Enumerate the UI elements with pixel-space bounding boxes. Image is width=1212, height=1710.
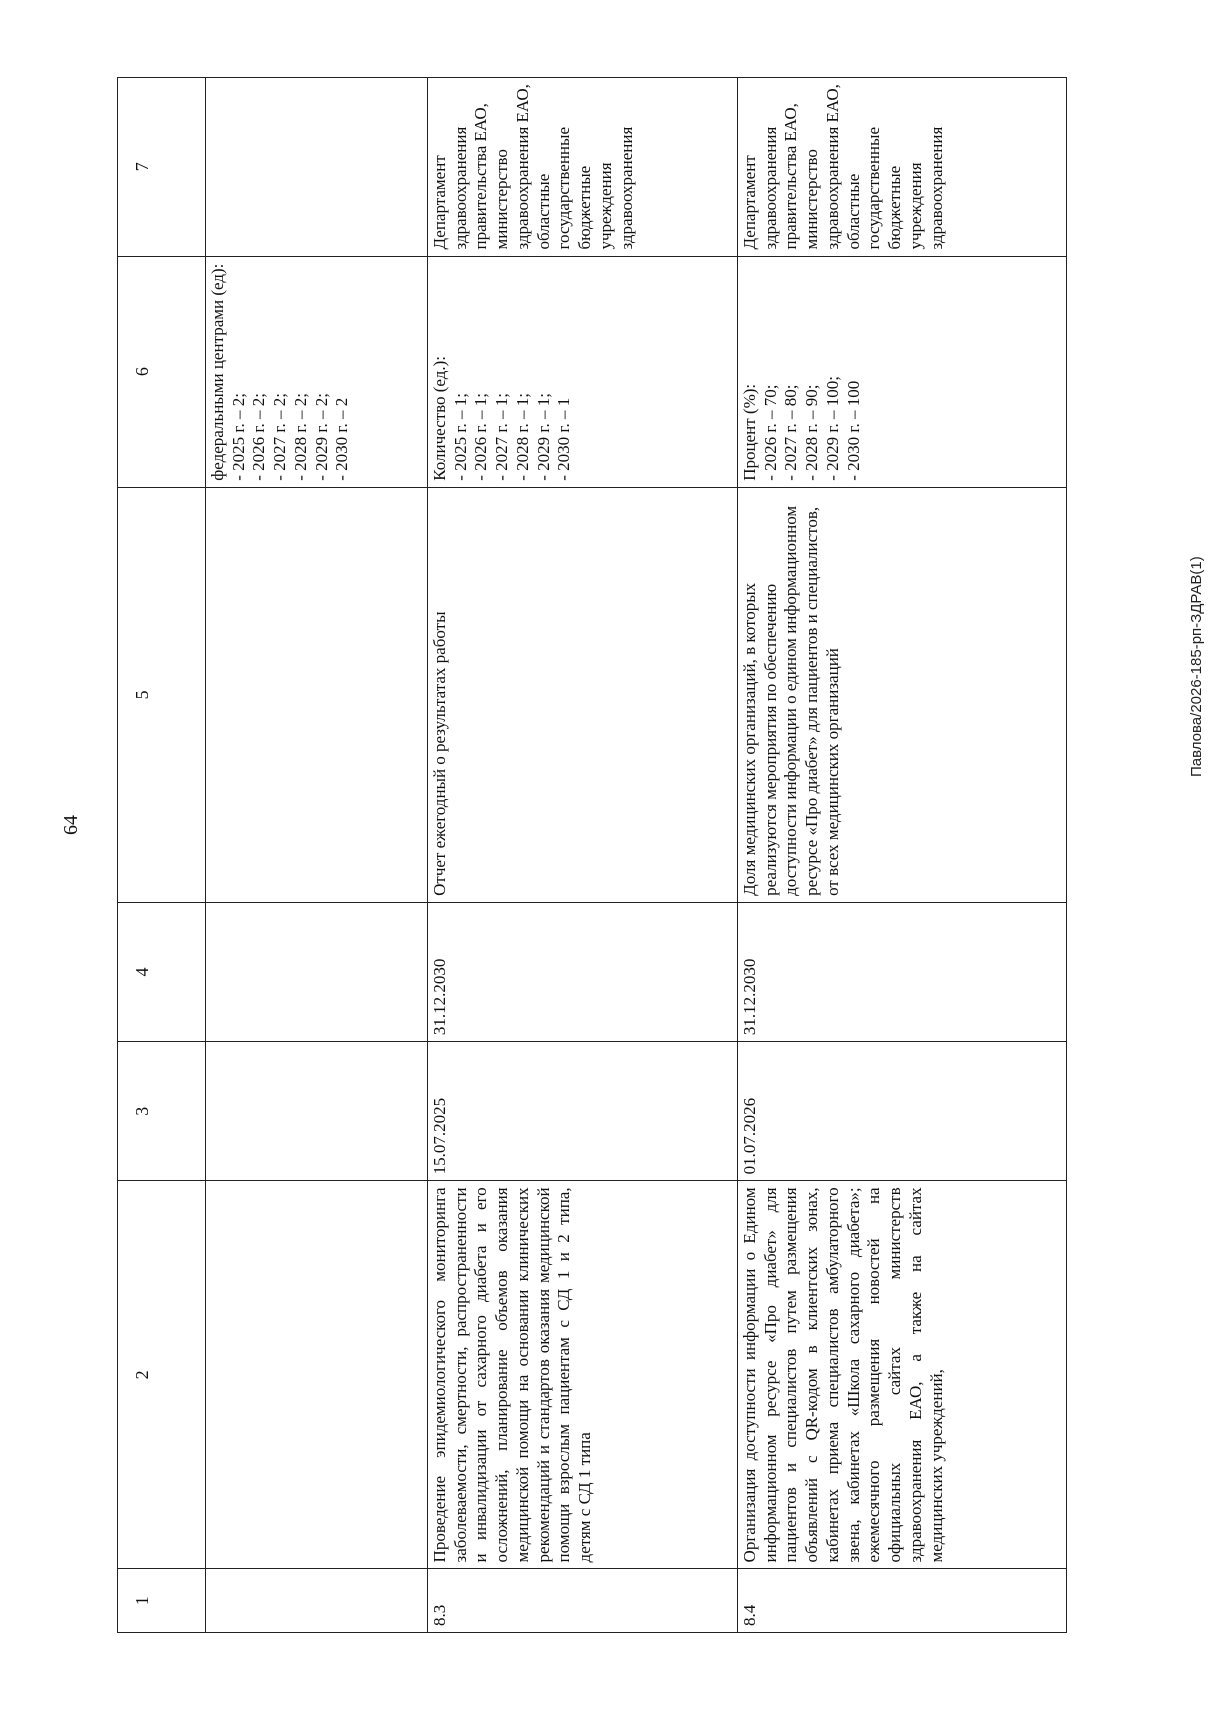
continuation-row	[206, 78, 428, 1633]
indicator-item: - 2029 г. – 2;	[312, 263, 333, 481]
row-number: 8.4	[738, 1569, 1067, 1633]
header-col-3: 3	[118, 1042, 206, 1181]
expected-result: Доля медицинских организаций, в которых реализуются мероприятия по обеспечению доступности информации о едином информационном ресурсе «Про диабет» для пациентов и специалистов, от всех медицинских организаций	[738, 487, 1067, 902]
indicator-label: федеральными центрами (ед):	[208, 263, 227, 481]
indicator-item: - 2029 г. – 1;	[534, 263, 555, 481]
header-row	[118, 78, 206, 1633]
indicator-item: - 2030 г. – 2	[332, 263, 353, 481]
table-row	[738, 78, 1067, 1633]
indicator-item: - 2030 г. – 1	[554, 263, 575, 481]
header-col-2: 2	[118, 1181, 206, 1569]
row-number: 8.3	[428, 1569, 738, 1633]
indicator-item: - 2029 г. – 100;	[823, 263, 844, 481]
indicator-label: Процент (%):	[740, 383, 759, 481]
indicator-label: Количество (ед.):	[430, 355, 449, 481]
expected-result: Отчет ежегодный о результатах работы	[428, 487, 738, 902]
indicator-cell	[428, 256, 738, 487]
responsible-executor: Департамент здравоохранения правительства ЕАО, министерство здравоохранения ЕАО, областные государственные бюджетные учреждения здравоохранения	[428, 78, 738, 257]
indicator-item: - 2027 г. – 80;	[781, 263, 802, 481]
cont-cell-7	[206, 78, 428, 257]
header-col-7: 7	[118, 78, 206, 257]
header-col-6: 6	[118, 256, 206, 487]
cont-indicator-cell	[206, 256, 428, 487]
responsible-executor: Департамент здравоохранения правительства ЕАО, министерство здравоохранения ЕАО, областные государственные бюджетные учреждения здравоохранения	[738, 78, 1067, 257]
indicator-item: - 2028 г. – 1;	[513, 263, 534, 481]
table-row	[428, 78, 738, 1633]
document-code: Павлова/2026-185-рп-ЗДРАВ(1)	[1188, 556, 1205, 777]
activity-description: Организация доступности информации о Едином информационном ресурсе «Про диабет» для пациентов и специалистов путем размещения объявлений с QR-кодом в клиентских зонах, кабинетах приема специалистов амбулаторного звена, кабинетах «Школа сахарного диабета»; ежемесячного размещения новостей на официальных сайтах министерств здравоохранения ЕАО, а также на сайтах медицинских учреждений,	[738, 1181, 1067, 1569]
header-col-1: 1	[118, 1569, 206, 1633]
indicator-item: - 2026 г. – 1;	[471, 263, 492, 481]
rotated-table-container	[117, 77, 1067, 1633]
cont-cell-1	[206, 1569, 428, 1633]
page-number: 64	[60, 815, 82, 835]
header-col-5: 5	[118, 487, 206, 902]
end-date: 31.12.2030	[738, 902, 1067, 1041]
activity-description: Проведение эпидемиологического мониторинга заболеваемости, смертности, распространенности и инвалидизации от сахарного диабета и его осложнений, планирование объемов оказания медицинской помощи на основании клинических рекомендаций и стандартов оказания медицинской помощи взрослым пациентам с СД 1 и 2 типа, детям с СД 1 типа	[428, 1181, 738, 1569]
start-date: 15.07.2025	[428, 1042, 738, 1181]
indicator-item: - 2025 г. – 2;	[229, 263, 250, 481]
cont-cell-3	[206, 1042, 428, 1181]
indicator-item: - 2026 г. – 70;	[761, 263, 782, 481]
activities-table	[117, 77, 1067, 1633]
cont-cell-5	[206, 487, 428, 902]
indicator-item: - 2027 г. – 2;	[270, 263, 291, 481]
end-date: 31.12.2030	[428, 902, 738, 1041]
indicator-item: - 2028 г. – 90;	[802, 263, 823, 481]
cont-cell-2	[206, 1181, 428, 1569]
indicator-item: - 2028 г. – 2;	[291, 263, 312, 481]
cont-cell-4	[206, 902, 428, 1041]
indicator-item: - 2030 г. – 100	[844, 263, 865, 481]
indicator-item: - 2027 г. – 1;	[492, 263, 513, 481]
header-col-4: 4	[118, 902, 206, 1041]
indicator-item: - 2025 г. – 1;	[451, 263, 472, 481]
start-date: 01.07.2026	[738, 1042, 1067, 1181]
indicator-item: - 2026 г. – 2;	[249, 263, 270, 481]
indicator-cell	[738, 256, 1067, 487]
